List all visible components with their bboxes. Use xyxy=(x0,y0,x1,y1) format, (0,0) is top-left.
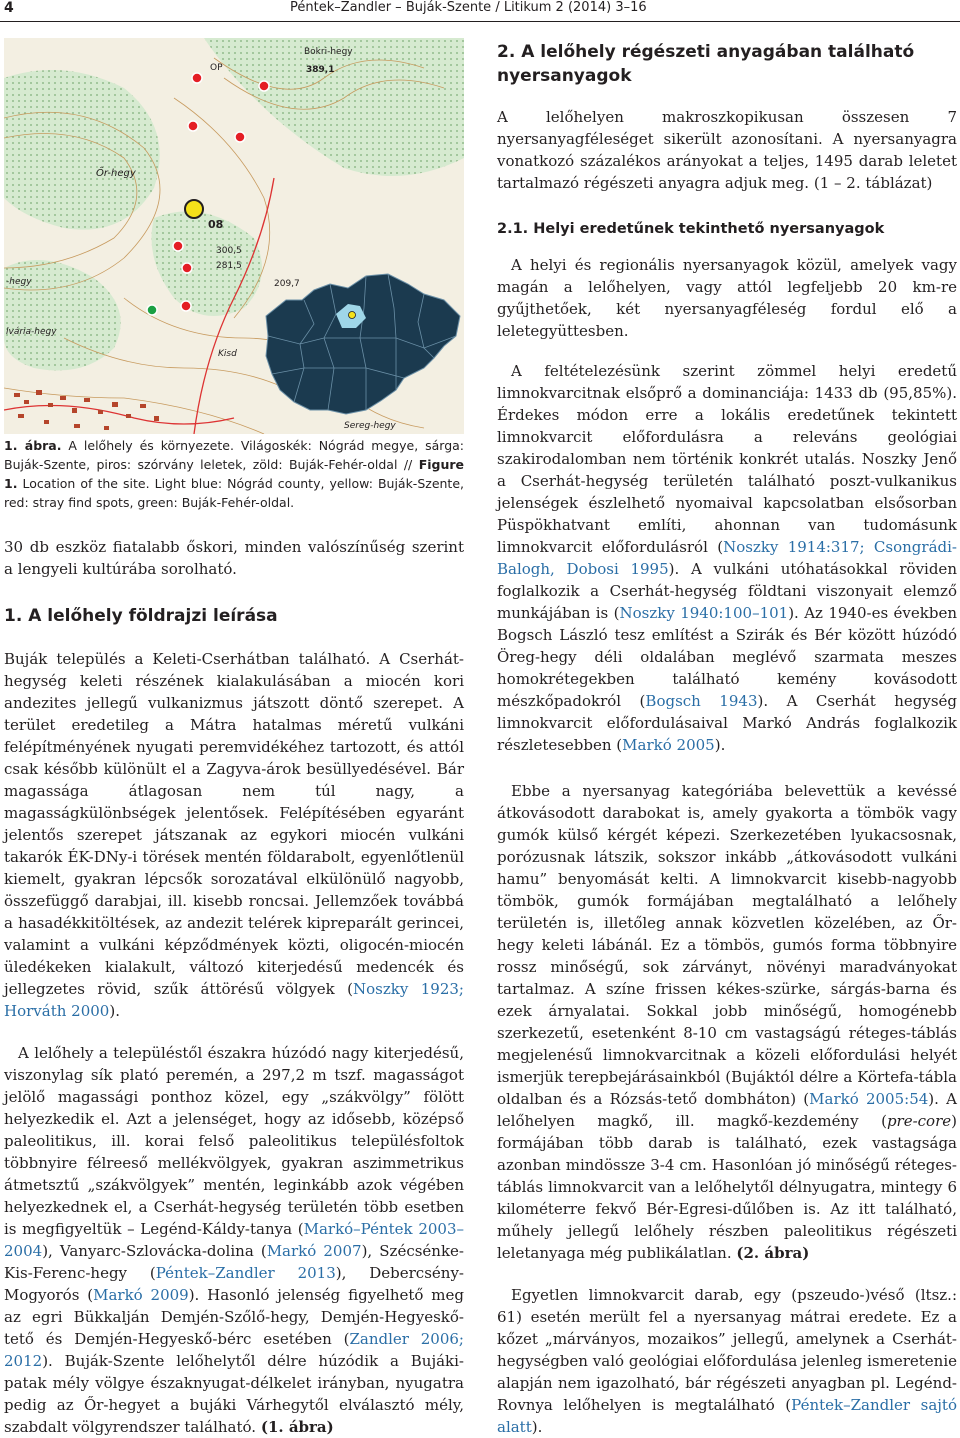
stray-find-spot-marker xyxy=(182,263,192,273)
figure-1-map xyxy=(4,38,464,434)
text-segment: ). Hasonló jelenség figyelhető meg az egri Bükkalján Demjén-Szőlő-hegy, Demjén-Hegyeskő-tető és Demjén-Hegyeskő-bérc esetében ( xyxy=(4,1286,465,1348)
section-1-paragraph-2 xyxy=(4,1042,464,1438)
intro-paragraph: 30 db eszköz fiatalabb őskori, minden valószínűség szerint a lengyeli kultúrába sorolható. xyxy=(4,538,464,578)
section-2-1-paragraph-1: A helyi és regionális nyersanyagok közül, amelyek vagy magán a lelőhelyen, vagy attól legfeljebb 20 km-re gyűjthetőek, két nyersanyagféleség fordul elő a leletegyüttesben. xyxy=(497,256,957,340)
citation-link[interactable]: Zandler 2006; 2012 xyxy=(4,1330,464,1370)
italic-term: pre-core xyxy=(886,1112,952,1130)
inset-site-marker xyxy=(349,312,356,319)
text-segment: Buják település a Keleti-Cserhátban található. A Cserhát-hegység keleti részének kialakulásában a miocén kori andezites jellegű vulkanizmus játszott döntő szerepet. A terület eredetileg a Mátra hatalmas méretű vulkáni felépítményének nyugati peremvidékéhez tartozott, és attól csak később különült el a Zagyva-árok besüllyedésével. Bár magassága átlagosan nem túl nagy, a magasságkülönbségek jelentősek. Felépítésében egyaránt jelentős szerepet játszanak az egykori miocén vulkáni takarók ÉK-DNy-i törések mentén földarabolt, egyenlőtlenül kiemelt, gyakran lépcsők sorozatával elkülönülő nagyobb, összefüggő darabjai, ill. kisebb roncsai. Jellemzőek továbbá a hasadékkitöltések, az andezit telérek kipreparált gerincei, valamint a vulkáni képződmények közti, oligocén-miocén üledékeken kialakult, változó kiterjedésű medencék és jellegzetes rövid, szűk áttörésű völgyek ( xyxy=(4,650,464,998)
map-label-kisd: Kisd xyxy=(218,349,237,359)
citation-link[interactable]: Noszky 1940:100–101 xyxy=(619,604,789,622)
stray-find-spot-marker xyxy=(192,73,202,83)
site-marker-feher-oldal xyxy=(147,305,157,315)
map-label-kalvaria: lvária-hegy xyxy=(6,327,57,337)
map-label-op: OP xyxy=(210,63,223,73)
text-segment: Ebbe a nyersanyag kategóriába belevettük a kevéssé átkovásodott darabokat is, amely gyakorta a tömbök vagy gumók külső kérgét képezi. Szerkezetében lyukacsosnak, porózusnak látszik, sokszor inkább „átkovásodott vulkáni hamu” benyomását kelti. A limnokvarcit kisebb-nagyobb tömbök, gumók formájában megtalálható a lelőhely területén is, illetőleg annak közvetlen közelében, az Őr-hegy keleti lábánál. Ez a tömbös, gumós forma többnyire rossz minőségű, sok zárványt, növényi maradványokat tartalmaz. A színe frissen kékes-szürke, sárgás-barna és ezek árnyalatai. Sokkal jobb minőségű, homogénebb szerkezetű, esetenként 8-10 cm vastagságú réteges-táblás megjelenésű limnokvarcitnak a közeli előfordulási helyét ismerjük terepbejárásainkból (Bujáktól délre a Körtefa-tábla oldalban és a Rózsás-tető dombháton) ( xyxy=(497,782,957,1108)
figure-1-label: 1. ábra. xyxy=(4,438,62,453)
text-segment: ). xyxy=(531,1418,543,1436)
text-segment: ). A vulkáni utóhatásokkal röviden foglalkozik a Cserhát-hegység földtani viszonyait elemző munkájában is ( xyxy=(497,560,957,622)
header-rule xyxy=(0,21,960,22)
map-label-elevation: 281,5 xyxy=(216,261,242,271)
text-segment: A feltételezésünk szerint zömmel helyi eredetű limnokvarcitnak elsőprő a dominanciája: 1433 db (95,85%). Érdekes módon erre a lokális eredetűnek tekintett limnokvarcit előfordulásra a releváns geológiai szakirodalomban nem történik konkrét utalás. Noszky Jenő a Cserhát-hegység területén található poszt-vulkanikus jelenségek észlelhető nyomaival kapcsolatban elsősorban Püspökhatvant említi, ahonnan van tudomásunk limnokvarcit előfordulásról ( xyxy=(497,362,957,556)
section-2-1-paragraph-4 xyxy=(497,1284,957,1438)
citation-link[interactable]: Markó 2009 xyxy=(93,1286,189,1304)
figure-1-caption-hu: A lelőhely és környezete. Világoskék: Nógrád megye, sárga: Buják-Szente, piros: szórvány leletek, zöld: Buják-Fehér-oldal // xyxy=(4,438,464,472)
citation-link[interactable]: Bogsch 1943 xyxy=(645,692,758,710)
section-2-1-paragraph-3 xyxy=(497,780,957,1264)
stray-find-spot-marker xyxy=(173,241,183,251)
stray-find-spot-marker xyxy=(235,132,245,142)
stray-find-spot-marker xyxy=(188,121,198,131)
citation-link[interactable]: Péntek–Zandler sajtó alatt xyxy=(497,1396,957,1436)
map-label-elevation: 300,5 xyxy=(216,246,242,256)
section-2-1-paragraph-2 xyxy=(497,360,957,756)
section-2-heading: 2. A lelőhely régészeti anyagában található nyersanyagok xyxy=(497,42,915,86)
section-1-paragraph-1 xyxy=(4,648,464,1022)
section-2-1-heading: 2.1. Helyi eredetűnek tekinthető nyersanyagok xyxy=(497,221,885,237)
text-segment: ), Vanyarc-Szlovácka-dolina ( xyxy=(42,1242,267,1260)
figure-1-caption xyxy=(4,436,464,512)
text-segment: ). Buják-Szente lelőhelytől délre húzódik a Bujáki-patak mély völgye északnyugat-délkelet irányban, nyugatra pedig az Őr-hegyet a bujáki Várhegytől elválasztó mély, szabdalt völgyrendszer található. xyxy=(4,1352,464,1436)
text-segment: ). Az 1940-es években Bogsch László tesz említést a Szirák és Bér között húzódó Öreg-hegy déli oldalában meglévő szarmata meszes homokrétegekben található kemény kovásodott mészkőpadokról ( xyxy=(497,604,957,710)
left-column xyxy=(4,436,464,1438)
text-segment: ), Szécsénke-Kis-Ferenc-hegy ( xyxy=(4,1242,464,1282)
table-reference: (1 – 2. táblázat) xyxy=(813,174,933,192)
text-segment: ). A Cserhát hegység limnokvarcit előfordulásaival Markó András foglalkozik részletesebben ( xyxy=(497,692,957,754)
section-1-heading: 1. A lelőhely földrajzi leírása xyxy=(4,606,278,626)
page-number: 4 xyxy=(4,0,14,16)
map-label-peak: Bokri-hegy xyxy=(304,47,353,57)
section-2-paragraph-1 xyxy=(497,106,957,194)
citation-link[interactable]: Markó 2005 xyxy=(622,736,715,754)
figure-reference: (1. ábra) xyxy=(260,1418,334,1436)
map-label-elevation: 209,7 xyxy=(274,279,300,289)
citation-link[interactable]: Markó 2007 xyxy=(266,1242,362,1260)
citation-link[interactable]: Noszky 1914:317; Csongrádi-Balogh, Dobosi 1995 xyxy=(497,538,957,578)
topographic-map xyxy=(4,38,464,434)
figure-1-en-label: Figure 1. xyxy=(4,457,464,491)
text-segment: A lelőhely a településtől északra húzódó nagy kiterjedésű, viszonylag sík plató peremén, a 297,2 m tszf. magasságot jelölő magassági ponthoz közel, egy „szákvölgy” fölött helyezkedik el. Azt a jelenséget, hogy az idősebb, középső paleolitikus, ill. korai felső paleolitikus településfoltok többnyire félreeső mellékvölgyek, gyakran aszimmetrikus átmetsztű „szákvölgyek” mentén, leginkább azok végében helyezkednek el, a Cserhát-hegység területén több esetben is megfigyeltük – Legénd-Káldy-tanya ( xyxy=(4,1044,464,1238)
stray-find-spot-marker xyxy=(259,81,269,91)
map-label-elevation: 389,1 xyxy=(306,65,335,75)
citation-link[interactable]: Markó 2005:54 xyxy=(809,1090,929,1108)
text-segment: ) formájában több darab is található, ezek vastagsága azonban mindössze 3-4 cm. Hasonlóan jó minőségű réteges-táblás limnokvarcit van a lelőhelytől délnyugatra, mintegy 6 kilométerre fekvő Bér-Egresi-dűlőben is. Az itt található, műhely jellegű lelőhely részben paleolitikus régészeti leletanyaga még publikálatlan. xyxy=(497,1112,957,1262)
citation-link[interactable]: Péntek–Zandler 2013 xyxy=(155,1264,336,1282)
text-segment: Egyetlen limnokvarcit darab, egy (pszeudo-)véső (ltsz.: 61) esetén merült fel a nyersanyag mátrai eredete. Ez a kőzet „márványos, mozaikos” jellegű, amelynek a Cserhát-hegységben való geológiai előfordulása jelenleg ismeretenie alapján nem igazolható, bár régészeti anyagban pl. Legénd-Rovnya lelőhelyen is megtalálható ( xyxy=(497,1286,957,1414)
text-segment: ). A lelőhelyen magkő, ill. magkő-kezdemény ( xyxy=(497,1090,957,1130)
text-segment: ). xyxy=(714,736,726,754)
citation-link[interactable]: Noszky 1923; Horváth 2000 xyxy=(4,980,464,1020)
map-label-orhegy: Őr-hegy xyxy=(96,168,136,179)
figure-reference: (2. ábra) xyxy=(736,1244,810,1262)
text-segment: ), Debercsény-Mogyorós ( xyxy=(4,1264,464,1304)
stray-find-spot-marker xyxy=(181,301,191,311)
right-column xyxy=(497,40,957,1438)
figure-1-caption-en: Location of the site. Light blue: Nógrád county, yellow: Buják-Szente, red: stray find spots, green: Buják-Fehér-oldal. xyxy=(4,476,464,510)
map-label-sereg: Sereg-hegy xyxy=(344,421,396,431)
text-segment: ). xyxy=(109,1002,120,1020)
map-label-hegy: -hegy xyxy=(6,277,32,287)
citation-link[interactable]: Markó–Péntek 2003–2004 xyxy=(4,1220,464,1260)
section-2-paragraph-1-text: A lelőhelyen makroszkopikusan összesen 7 nyersanyagféleséget sikerült azonosítani. A nyersanyagra vonatkozó százalékos arányokat a teljes, 1495 darab leletet tartalmazó régészeti anyagra adjuk meg. xyxy=(497,108,957,192)
site-marker-buják-szente xyxy=(185,200,203,218)
map-label-site: 08 xyxy=(208,218,224,231)
running-head: Péntek–Zandler – Buják-Szente / Litikum 2 (2014) 3–16 xyxy=(290,0,647,15)
running-header xyxy=(0,0,960,20)
